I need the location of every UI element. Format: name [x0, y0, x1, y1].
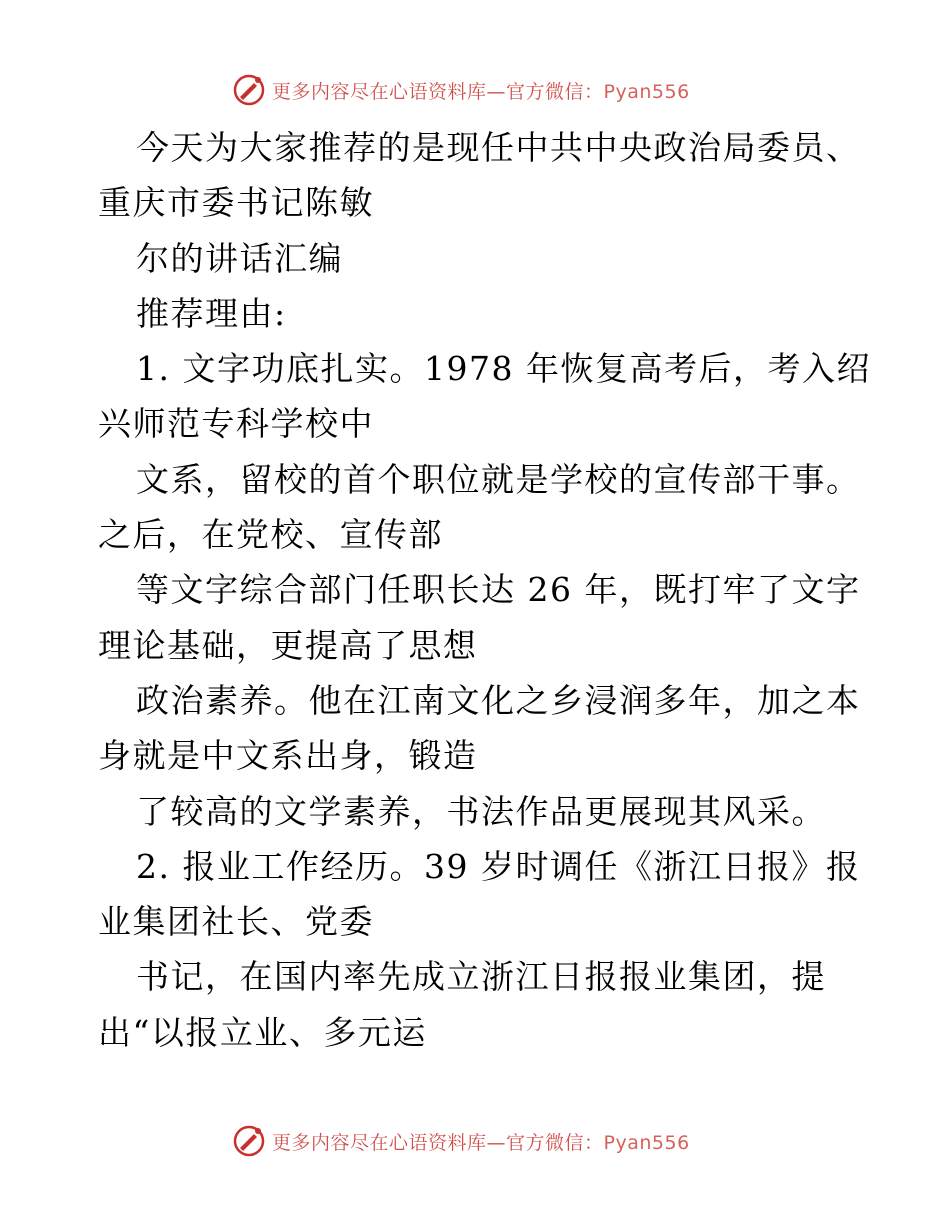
- watermark-wechat-id: Pyan556: [603, 1131, 690, 1154]
- text-line: 出“以报立业、多元运: [98, 1012, 427, 1052]
- text-line: 今天为大家推荐的是现任中共中央政治局委员、: [136, 128, 861, 167]
- text-line: 身就是中文系出身，锻造: [98, 736, 478, 776]
- body-text: [98, 120, 871, 1060]
- text-line: 兴师范专科学校中: [98, 404, 374, 444]
- text-line: 政治素养。他在江南文化之乡浸润多年，加之本: [136, 680, 861, 720]
- header-watermark: [232, 70, 712, 110]
- text-line: 之后，在党校、宣传部: [98, 515, 443, 555]
- text-line: 理论基础，更提高了思想: [98, 625, 478, 665]
- footer-watermark: [232, 1121, 712, 1161]
- text-line: 文系，留校的首个职位就是学校的宣传部干事。: [136, 459, 861, 499]
- text-line: 等文字综合部门任职长达 26 年，既打牢了文字: [136, 570, 861, 610]
- text-line: 1. 文字功底扎实。1978 年恢复高考后，考入绍: [136, 349, 871, 389]
- text-line: 尔的讲话汇编: [136, 238, 343, 278]
- text-line: 书记，在国内率先成立浙江日报报业集团，提: [136, 957, 826, 997]
- text-line: 重庆市委书记陈敏: [98, 183, 374, 223]
- watermark-wechat-id: Pyan556: [603, 80, 690, 103]
- text-line: 2. 报业工作经历。39 岁时调任《浙江日报》报: [136, 846, 861, 886]
- watermark-label: 更多内容尽在心语资料库—官方微信：: [272, 1131, 604, 1154]
- text-line: 业集团社长、党委: [98, 902, 374, 942]
- watermark-label: 更多内容尽在心语资料库—官方微信：: [272, 80, 604, 103]
- pen-circle-logo-icon: [232, 1124, 266, 1158]
- watermark-text: [272, 77, 690, 104]
- pen-circle-logo-icon: [232, 73, 266, 107]
- text-line: 推荐理由:: [136, 293, 287, 333]
- text-line: 了较高的文学素养，书法作品更展现其风采。: [136, 791, 826, 831]
- watermark-text: [272, 1128, 690, 1155]
